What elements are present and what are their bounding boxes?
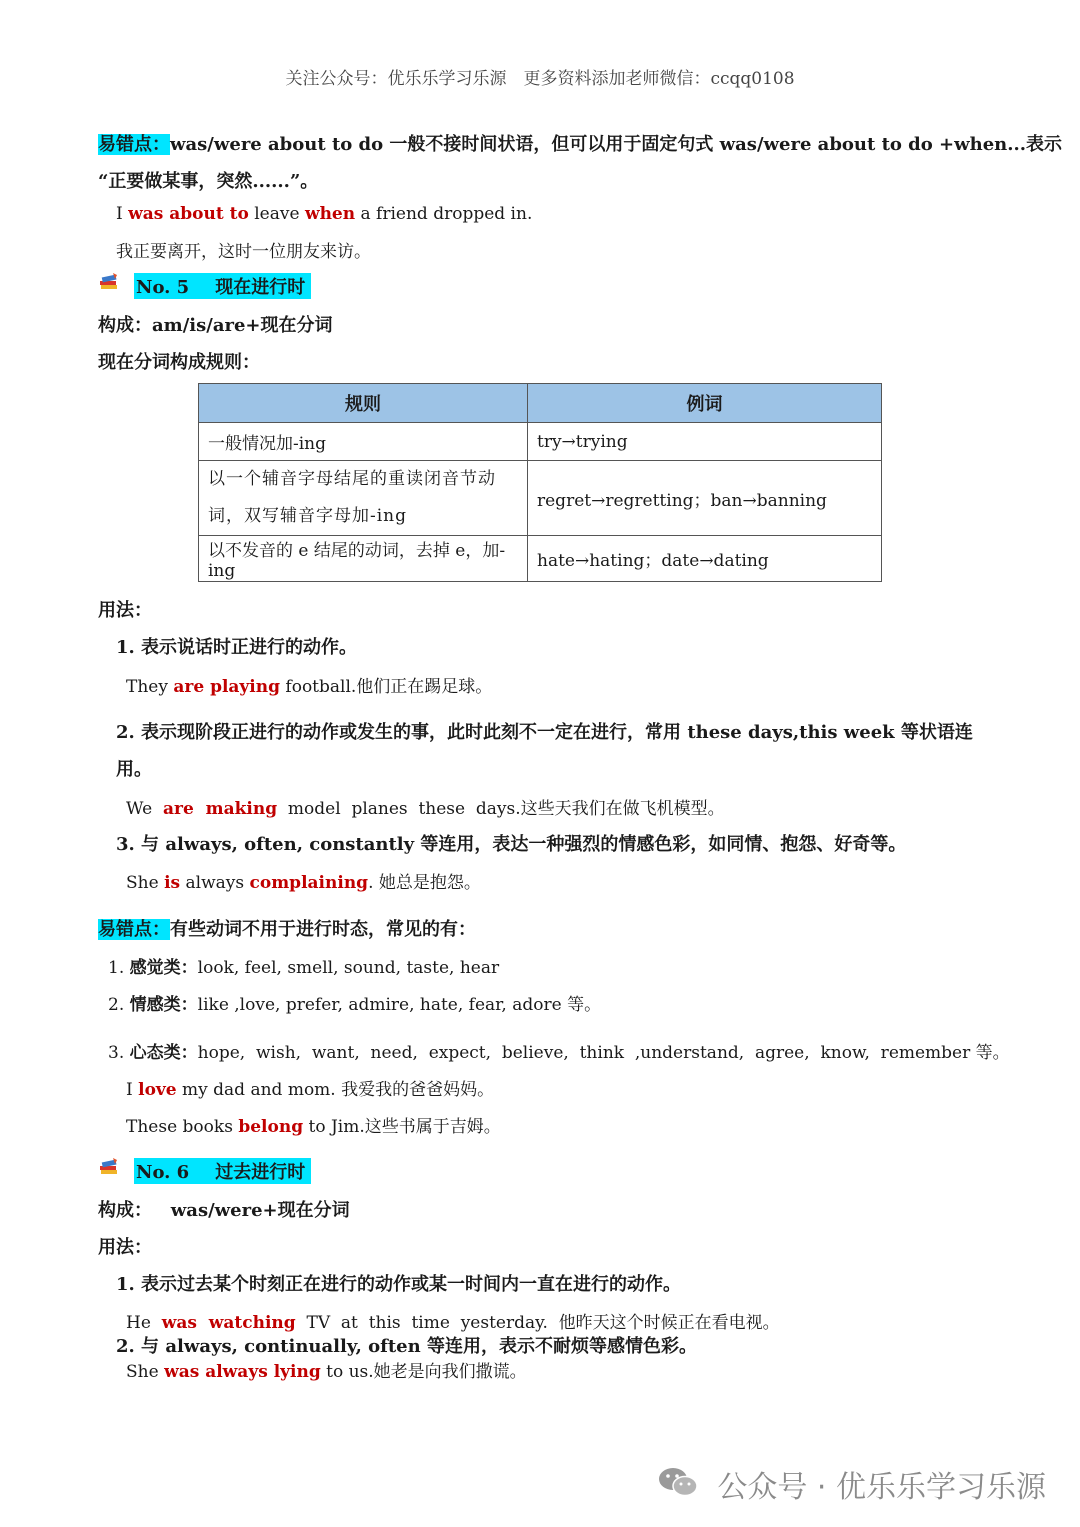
- note-1-line-1: [98, 130, 1062, 156]
- section-5-number: No. 5: [136, 277, 190, 298]
- usage-2-example: We are making model planes these days.这些天我们在做飞机模型。: [126, 799, 725, 819]
- note-2-text: 有些动词不用于进行时态，常见的有：: [170, 919, 476, 940]
- note-2-example-2: These books belong to Jim.这些书属于吉姆。: [126, 1117, 501, 1137]
- note-1-example-en: I was about to leave when a friend dropped in.: [116, 204, 533, 224]
- mistake-tag: 易错点：: [98, 919, 170, 940]
- table-header-example: 例词: [528, 384, 882, 423]
- books-icon: [98, 1157, 120, 1177]
- usage-2: 2. 与 always, continually, often 等连用，表示不耐烦等感情色彩。: [116, 1336, 697, 1357]
- usage-1-example: They are playing football.他们正在踢足球。: [126, 677, 493, 697]
- watermark: 公众号 · 优乐乐学习乐源: [717, 1470, 1046, 1505]
- note-1-example-cn: 我正要离开，这时一位朋友来访。: [116, 242, 371, 262]
- page-header: 关注公众号：优乐乐学习乐源 更多资料添加老师微信：ccqq0108: [285, 69, 795, 89]
- note-2-example-1: I love my dad and mom. 我爱我的爸爸妈妈。: [126, 1080, 495, 1100]
- section-6-heading: [134, 1158, 311, 1184]
- participle-rules-title: 现在分词构成规则：: [98, 352, 260, 373]
- list-item: 3. 心态类：hope, wish, want, need, expect, believe, think ,understand, agree, know, remember 等。: [108, 1043, 1010, 1063]
- table-header-rule: 规则: [199, 384, 528, 423]
- section-5-title: 现在进行时: [215, 277, 306, 298]
- table-row: [199, 461, 882, 536]
- usage-2-line-2: 用。: [116, 759, 152, 780]
- mistake-tag: 易错点：: [98, 134, 170, 155]
- section-6-title: 过去进行时: [215, 1162, 306, 1183]
- section-5-form: 构成：am/is/are+现在分词: [98, 315, 333, 336]
- participle-rules-table: [198, 383, 882, 582]
- note-1-line-2: “正要做某事，突然......”。: [98, 171, 319, 192]
- table-row: [199, 536, 882, 582]
- table-cell-rule: 以一个辅音字母结尾的重读闭音节动词，双写辅音字母加-ing: [199, 461, 528, 536]
- books-icon: [98, 272, 120, 292]
- wechat-icon: [656, 1465, 700, 1499]
- usage-title: 用法：: [98, 1237, 152, 1258]
- table-cell-rule: 一般情况加-ing: [199, 423, 528, 461]
- note-1-text: was/were about to do 一般不接时间状语，但可以用于固定句式 was/were about to do +when...表示: [170, 134, 1063, 155]
- table-cell-example: regret→regretting；ban→banning: [528, 461, 882, 536]
- section-5-heading: [134, 273, 311, 299]
- list-item: 1. 感觉类：look, feel, smell, sound, taste, hear: [108, 958, 500, 978]
- usage-1-example: He was watching TV at this time yesterday. 他昨天这个时候正在看电视。: [126, 1313, 780, 1333]
- table-cell-rule: 以不发音的 e 结尾的动词，去掉 e，加-ing: [199, 536, 528, 582]
- usage-1: 1. 表示说话时正进行的动作。: [116, 637, 358, 658]
- usage-1: 1. 表示过去某个时刻正在进行的动作或某一时间内一直在进行的动作。: [116, 1274, 682, 1295]
- usage-title: 用法：: [98, 600, 152, 621]
- section-6-number: No. 6: [136, 1162, 190, 1183]
- list-item: 2. 情感类：like ,love, prefer, admire, hate, fear, adore 等。: [108, 995, 602, 1015]
- usage-2-line-1: 2. 表示现阶段正进行的动作或发生的事，此时此刻不一定在进行，常用 these days,this week 等状语连: [116, 722, 973, 743]
- table-cell-example: hate→hating；date→dating: [528, 536, 882, 582]
- usage-2-example: She was always lying to us.她老是向我们撒谎。: [126, 1362, 527, 1382]
- note-2-line: [98, 915, 476, 941]
- table-cell-example: try→trying: [528, 423, 882, 461]
- usage-3: 3. 与 always, often, constantly 等连用，表达一种强烈的情感色彩，如同情、抱怨、好奇等。: [116, 834, 907, 855]
- usage-3-example: She is always complaining. 她总是抱怨。: [126, 873, 481, 893]
- section-6-form: 构成： was/were+现在分词: [98, 1200, 350, 1221]
- table-row: [199, 423, 882, 461]
